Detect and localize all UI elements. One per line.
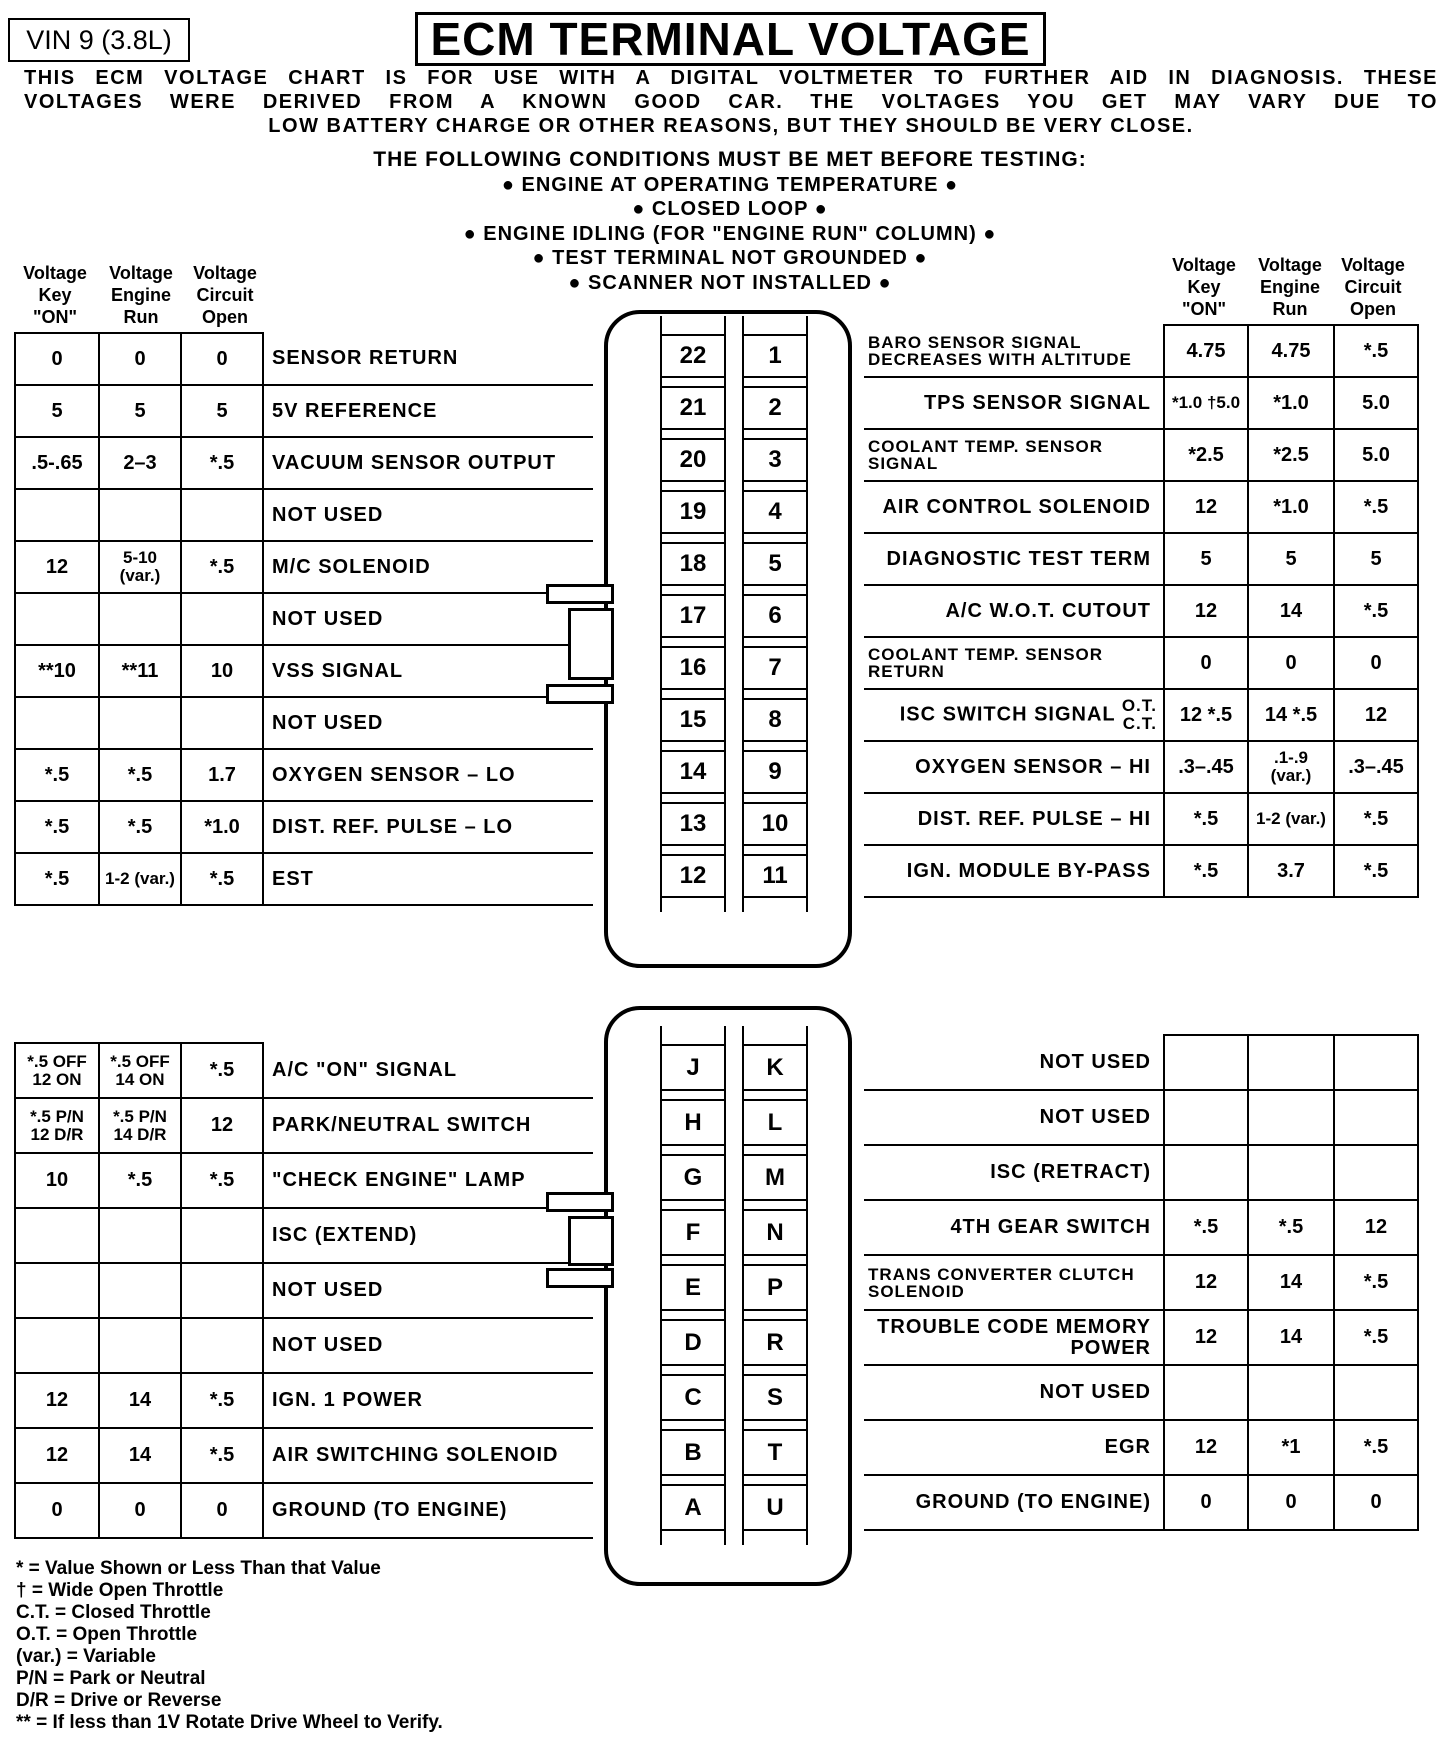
circuit-label: NOT USED	[263, 1263, 593, 1318]
table-row	[15, 1208, 593, 1263]
circuit-label: SENSOR RETURN	[263, 333, 593, 385]
value-cell: *.5	[1164, 845, 1248, 897]
circuit-label: EST	[263, 853, 593, 905]
table-row	[864, 1475, 1418, 1530]
value-cell: 5.0	[1334, 377, 1418, 429]
connector-pin: 12	[660, 854, 726, 898]
table-row	[864, 377, 1418, 429]
vin-box: VIN 9 (3.8L)	[8, 18, 190, 62]
value-cell: *.5	[1164, 793, 1248, 845]
circuit-label: AIR SWITCHING SOLENOID	[263, 1428, 593, 1483]
table-row	[15, 801, 593, 853]
connector-pin: D	[660, 1319, 726, 1366]
value-cell: 0	[1164, 637, 1248, 689]
page-title: ECM TERMINAL VOLTAGE	[415, 12, 1046, 66]
value-cell: 14	[1248, 1310, 1334, 1365]
circuit-label: M/C SOLENOID	[263, 541, 593, 593]
table-row	[15, 1263, 593, 1318]
value-cell	[15, 1208, 99, 1263]
value-cell: *.5	[15, 801, 99, 853]
table-row	[15, 489, 593, 541]
circuit-label: EGR	[864, 1420, 1164, 1475]
circuit-label: ISC (EXTEND)	[263, 1208, 593, 1263]
pin-strip	[660, 316, 726, 912]
value-cell: 0	[1248, 1475, 1334, 1530]
table-row	[864, 741, 1418, 793]
circuit-label-text: ISC SWITCH SIGNAL	[899, 703, 1116, 726]
value-cell: 12	[1164, 1255, 1248, 1310]
value-cell: 5	[1334, 533, 1418, 585]
connector-pin: 8	[742, 698, 808, 742]
col-head-circuit-open-right: Voltage Circuit Open	[1341, 255, 1405, 319]
connector-tab	[568, 1216, 614, 1266]
value-cell	[15, 593, 99, 645]
connector-pin: R	[742, 1319, 808, 1366]
table-row	[15, 853, 593, 905]
ot-label: O.T.	[1121, 696, 1157, 715]
table-row	[15, 1483, 593, 1538]
table-row	[864, 637, 1418, 689]
connector-tab	[546, 684, 614, 704]
value-cell: *.5	[1334, 1310, 1418, 1365]
value-cell: .3–.45	[1334, 741, 1418, 793]
intro-line-1: THIS ECM VOLTAGE CHART IS FOR USE WITH A DIGITAL VOLTMETER TO FURTHER AID IN DIAGNOSIS. THESE	[24, 67, 1438, 89]
connector-pin: 17	[660, 594, 726, 638]
value-cell: 0	[181, 333, 263, 385]
value-cell: *.5 P/N 12 D/R	[15, 1098, 99, 1153]
circuit-label: 4TH GEAR SWITCH	[864, 1200, 1164, 1255]
circuit-label: VACUUM SENSOR OUTPUT	[263, 437, 593, 489]
table-row	[15, 1098, 593, 1153]
pin-strip	[742, 1026, 808, 1545]
connector-pin: P	[742, 1264, 808, 1311]
value-cell: 0	[15, 1483, 99, 1538]
value-cell: *1.0	[1248, 481, 1334, 533]
circuit-label: OXYGEN SENSOR – LO	[263, 749, 593, 801]
col-head-engine-run-left: Voltage Engine Run	[109, 263, 173, 327]
value-cell: *1	[1248, 1420, 1334, 1475]
pin-strip	[660, 1026, 726, 1545]
intro-line-3: LOW BATTERY CHARGE OR OTHER REASONS, BUT THEY SHOULD BE VERY CLOSE.	[268, 115, 1194, 137]
connector-pin: 14	[660, 750, 726, 794]
connector-pin: U	[742, 1484, 808, 1531]
value-cell	[15, 489, 99, 541]
table-row	[864, 429, 1418, 481]
value-cell	[1248, 1145, 1334, 1200]
value-cell: *.5	[99, 749, 181, 801]
value-cell: 10	[15, 1153, 99, 1208]
value-cell: *1.0 †5.0	[1164, 377, 1248, 429]
value-cell: *.5	[181, 541, 263, 593]
circuit-label: TPS SENSOR SIGNAL	[864, 377, 1164, 429]
value-cell: *.5	[181, 1153, 263, 1208]
value-cell: 1-2 (var.)	[99, 853, 181, 905]
connector-pin: S	[742, 1374, 808, 1421]
value-cell: 3.7	[1248, 845, 1334, 897]
legend-item: † = Wide Open Throttle	[16, 1580, 224, 1601]
value-cell: *.5	[15, 749, 99, 801]
table-row	[864, 1090, 1418, 1145]
value-cell	[99, 1263, 181, 1318]
legend-item: O.T. = Open Throttle	[16, 1624, 198, 1645]
table-row	[15, 645, 593, 697]
connector-pin: J	[660, 1044, 726, 1091]
value-cell: 12 *.5	[1164, 689, 1248, 741]
table-row	[15, 1318, 593, 1373]
value-cell: *.5	[1248, 1200, 1334, 1255]
value-cell: 14 *.5	[1248, 689, 1334, 741]
value-cell	[1248, 1035, 1334, 1090]
value-cell	[181, 1318, 263, 1373]
connector-pin: 3	[742, 438, 808, 482]
col-head-circuit-open-left: Voltage Circuit Open	[193, 263, 257, 327]
table-row	[15, 749, 593, 801]
table-row	[864, 1145, 1418, 1200]
bottom-right-table	[864, 1034, 1419, 1531]
connector-pin: A	[660, 1484, 726, 1531]
value-cell	[15, 1263, 99, 1318]
connector-pin: G	[660, 1154, 726, 1201]
connector-pin: 19	[660, 490, 726, 534]
circuit-label: OXYGEN SENSOR – HI	[864, 741, 1164, 793]
table-row	[864, 1310, 1418, 1365]
value-cell: .3–.45	[1164, 741, 1248, 793]
circuit-label: NOT USED	[864, 1090, 1164, 1145]
value-cell: 12	[1164, 585, 1248, 637]
circuit-label: "CHECK ENGINE" LAMP	[263, 1153, 593, 1208]
connector-pin: E	[660, 1264, 726, 1311]
legend-item: D/R = Drive or Reverse	[16, 1690, 222, 1711]
bottom-left-table	[14, 1042, 593, 1539]
connector-pin: K	[742, 1044, 808, 1091]
circuit-label: COOLANT TEMP. SENSOR SIGNAL	[864, 429, 1164, 481]
connector-pin: B	[660, 1429, 726, 1476]
table-row	[864, 1200, 1418, 1255]
table-row	[864, 325, 1418, 377]
value-cell: 4.75	[1248, 325, 1334, 377]
circuit-label: IGN. 1 POWER	[263, 1373, 593, 1428]
connector-bottom	[604, 1006, 852, 1586]
value-cell: *.5	[181, 437, 263, 489]
table-row	[864, 1255, 1418, 1310]
value-cell: *2.5	[1164, 429, 1248, 481]
value-cell	[99, 697, 181, 749]
value-cell: 5.0	[1334, 429, 1418, 481]
circuit-label: VSS SIGNAL	[263, 645, 593, 697]
table-row	[864, 481, 1418, 533]
value-cell	[1334, 1035, 1418, 1090]
value-cell: 1-2 (var.)	[1248, 793, 1334, 845]
value-cell	[1334, 1090, 1418, 1145]
value-cell: *.5	[1164, 1200, 1248, 1255]
value-cell	[99, 593, 181, 645]
value-cell: 4.75	[1164, 325, 1248, 377]
circuit-label: AIR CONTROL SOLENOID	[864, 481, 1164, 533]
connector-pin: 13	[660, 802, 726, 846]
connector-tab	[546, 1268, 614, 1288]
value-cell: *.5 OFF 14 ON	[99, 1043, 181, 1098]
table-row	[864, 845, 1418, 897]
table-row	[15, 593, 593, 645]
value-cell: 5	[99, 385, 181, 437]
table-row	[15, 541, 593, 593]
value-cell	[1164, 1090, 1248, 1145]
table-row	[15, 437, 593, 489]
circuit-label: COOLANT TEMP. SENSOR RETURN	[864, 637, 1164, 689]
ct-label: C.T.	[1122, 714, 1157, 733]
connector-pin: 7	[742, 646, 808, 690]
value-cell: *.5	[1334, 1420, 1418, 1475]
circuit-label: ISC (RETRACT)	[864, 1145, 1164, 1200]
value-cell: 12	[15, 541, 99, 593]
value-cell: 0	[181, 1483, 263, 1538]
table-row	[15, 385, 593, 437]
top-right-table	[864, 324, 1419, 898]
table-row	[15, 1153, 593, 1208]
circuit-label: A/C "ON" SIGNAL	[263, 1043, 593, 1098]
connector-pin: 11	[742, 854, 808, 898]
circuit-label: NOT USED	[263, 1318, 593, 1373]
value-cell	[181, 1208, 263, 1263]
value-cell: *.5	[99, 1153, 181, 1208]
circuit-label: TRANS CONVERTER CLUTCH SOLENOID	[864, 1255, 1164, 1310]
value-cell: 12	[1334, 689, 1418, 741]
value-cell: 5	[1164, 533, 1248, 585]
circuit-label: IGN. MODULE BY-PASS	[864, 845, 1164, 897]
connector-pin: 10	[742, 802, 808, 846]
value-cell: *.5	[181, 1373, 263, 1428]
connector-pin: H	[660, 1099, 726, 1146]
value-cell: *.5	[1334, 325, 1418, 377]
value-cell	[99, 489, 181, 541]
table-row	[864, 1035, 1418, 1090]
value-cell: 12	[15, 1428, 99, 1483]
value-cell: 0	[99, 333, 181, 385]
value-cell: 12	[1164, 1310, 1248, 1365]
value-cell: *.5	[99, 801, 181, 853]
circuit-label: NOT USED	[263, 697, 593, 749]
connector-tab	[546, 584, 614, 604]
legend-item: * = Value Shown or Less Than that Value	[16, 1558, 381, 1579]
legend-item: ** = If less than 1V Rotate Drive Wheel to Verify.	[16, 1712, 443, 1733]
table-row	[864, 689, 1418, 741]
circuit-label: NOT USED	[864, 1035, 1164, 1090]
connector-pin: 20	[660, 438, 726, 482]
circuit-label: NOT USED	[263, 489, 593, 541]
intro-line-2: VOLTAGES WERE DERIVED FROM A KNOWN GOOD CAR. THE VOLTAGES YOU GET MAY VARY DUE TO	[24, 91, 1438, 113]
value-cell: *.5	[181, 1428, 263, 1483]
connector-pin: 22	[660, 334, 726, 378]
table-row	[15, 1373, 593, 1428]
condition-item: ● ENGINE AT OPERATING TEMPERATURE ●	[501, 173, 959, 196]
table-row	[15, 1043, 593, 1098]
value-cell: 0	[1248, 637, 1334, 689]
value-cell: 12	[1164, 481, 1248, 533]
col-head-key-on-left: Voltage Key "ON"	[23, 263, 87, 327]
value-cell	[181, 593, 263, 645]
connector-pin: M	[742, 1154, 808, 1201]
value-cell	[15, 697, 99, 749]
value-cell	[1164, 1145, 1248, 1200]
connector-pin: 18	[660, 542, 726, 586]
value-cell: *.5	[1334, 481, 1418, 533]
conditions-heading: THE FOLLOWING CONDITIONS MUST BE MET BEFORE TESTING:	[373, 148, 1087, 171]
table-row	[15, 333, 593, 385]
value-cell: *.5	[1334, 1255, 1418, 1310]
legend-item: (var.) = Variable	[16, 1646, 156, 1667]
value-cell: *.5	[15, 853, 99, 905]
value-cell: **11	[99, 645, 181, 697]
connector-pin: 9	[742, 750, 808, 794]
connector-pin: 1	[742, 334, 808, 378]
connector-pin: C	[660, 1374, 726, 1421]
value-cell: 5-10 (var.)	[99, 541, 181, 593]
circuit-label: NOT USED	[263, 593, 593, 645]
circuit-label: PARK/NEUTRAL SWITCH	[263, 1098, 593, 1153]
value-cell: 12	[1334, 1200, 1418, 1255]
connector-pin: 5	[742, 542, 808, 586]
pin-strip	[742, 316, 808, 912]
value-cell	[181, 697, 263, 749]
connector-pin: 6	[742, 594, 808, 638]
value-cell: 10	[181, 645, 263, 697]
connector-pin: F	[660, 1209, 726, 1256]
value-cell	[99, 1318, 181, 1373]
value-cell: 12	[1164, 1420, 1248, 1475]
value-cell: 0	[99, 1483, 181, 1538]
value-cell: *.5 OFF 12 ON	[15, 1043, 99, 1098]
value-cell	[1334, 1365, 1418, 1420]
table-row	[15, 697, 593, 749]
value-cell: *.5 P/N 14 D/R	[99, 1098, 181, 1153]
table-row	[864, 1420, 1418, 1475]
circuit-label: GROUND (TO ENGINE)	[864, 1475, 1164, 1530]
circuit-label: DIST. REF. PULSE – LO	[263, 801, 593, 853]
value-cell: *1.0	[1248, 377, 1334, 429]
circuit-label: DIST. REF. PULSE – HI	[864, 793, 1164, 845]
value-cell: 0	[1334, 1475, 1418, 1530]
value-cell: *.5	[181, 853, 263, 905]
condition-item: ● TEST TERMINAL NOT GROUNDED ●	[532, 247, 928, 269]
value-cell	[99, 1208, 181, 1263]
value-cell: *2.5	[1248, 429, 1334, 481]
circuit-label: BARO SENSOR SIGNAL DECREASES WITH ALTITUDE	[864, 325, 1164, 377]
value-cell: 12	[15, 1373, 99, 1428]
col-head-key-on-right: Voltage Key "ON"	[1172, 255, 1236, 319]
value-cell: *.5	[1334, 793, 1418, 845]
value-cell	[15, 1318, 99, 1373]
connector-tab	[568, 608, 614, 680]
value-cell	[1334, 1145, 1418, 1200]
table-row	[15, 1428, 593, 1483]
value-cell	[181, 489, 263, 541]
value-cell: 14	[1248, 585, 1334, 637]
table-row	[864, 585, 1418, 637]
value-cell: *.5	[181, 1043, 263, 1098]
value-cell: 2–3	[99, 437, 181, 489]
table-row	[864, 533, 1418, 585]
value-cell: **10	[15, 645, 99, 697]
table-row	[864, 793, 1418, 845]
connector-pin: 4	[742, 490, 808, 534]
circuit-label: A/C W.O.T. CUTOUT	[864, 585, 1164, 637]
value-cell: 1.7	[181, 749, 263, 801]
connector-pin: N	[742, 1209, 808, 1256]
legend-item: P/N = Park or Neutral	[16, 1668, 206, 1689]
value-cell: 14	[1248, 1255, 1334, 1310]
table-row	[864, 1365, 1418, 1420]
col-head-engine-run-right: Voltage Engine Run	[1258, 255, 1322, 319]
value-cell: 5	[181, 385, 263, 437]
circuit-label: TROUBLE CODE MEMORY POWER	[864, 1310, 1164, 1365]
value-cell: 14	[99, 1428, 181, 1483]
value-cell: *1.0	[181, 801, 263, 853]
connector-pin: 16	[660, 646, 726, 690]
condition-item: ● SCANNER NOT INSTALLED ●	[568, 271, 892, 294]
circuit-label: GROUND (TO ENGINE)	[263, 1483, 593, 1538]
connector-pin: 21	[660, 386, 726, 430]
connector-pin: T	[742, 1429, 808, 1476]
top-left-table	[14, 332, 593, 906]
condition-item: ● ENGINE IDLING (FOR "ENGINE RUN" COLUMN) ●	[463, 222, 997, 245]
connector-pin: 2	[742, 386, 808, 430]
connector-pin: 15	[660, 698, 726, 742]
circuit-label: NOT USED	[864, 1365, 1164, 1420]
value-cell	[1248, 1365, 1334, 1420]
value-cell: *.5	[1334, 585, 1418, 637]
value-cell: 0	[15, 333, 99, 385]
value-cell: *.5	[1334, 845, 1418, 897]
value-cell: 5	[1248, 533, 1334, 585]
legend-item: C.T. = Closed Throttle	[16, 1602, 211, 1623]
circuit-label: 5V REFERENCE	[263, 385, 593, 437]
condition-item: ● CLOSED LOOP ●	[632, 198, 828, 220]
value-cell	[1248, 1090, 1334, 1145]
circuit-label: DIAGNOSTIC TEST TERM	[864, 533, 1164, 585]
connector-pin: L	[742, 1099, 808, 1146]
value-cell	[1164, 1365, 1248, 1420]
value-cell: .1-.9 (var.)	[1248, 741, 1334, 793]
circuit-label	[864, 689, 1164, 741]
value-cell: 12	[181, 1098, 263, 1153]
value-cell: 14	[99, 1373, 181, 1428]
value-cell	[1164, 1035, 1248, 1090]
value-cell: .5-.65	[15, 437, 99, 489]
connector-top	[604, 310, 852, 968]
value-cell	[181, 1263, 263, 1318]
connector-tab	[546, 1192, 614, 1212]
intro-text	[24, 66, 1438, 138]
value-cell: 0	[1334, 637, 1418, 689]
value-cell: 5	[15, 385, 99, 437]
test-conditions	[330, 148, 1130, 295]
value-cell: 0	[1164, 1475, 1248, 1530]
legend	[16, 1558, 443, 1734]
